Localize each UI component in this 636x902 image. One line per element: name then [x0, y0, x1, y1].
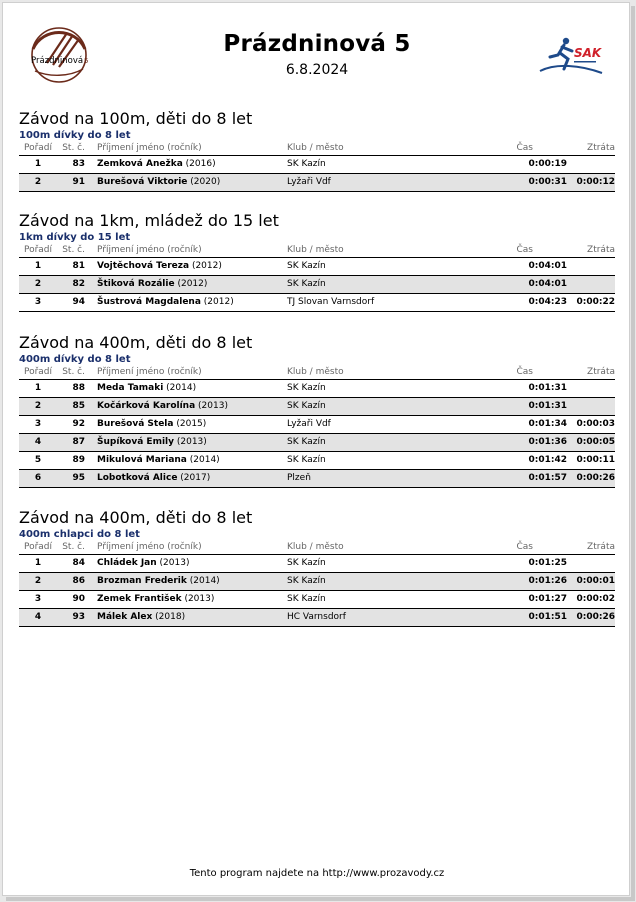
table-row: 5 89 Mikulová Mariana (2014) SK Kazín 0:01:42 0:00:11 [19, 452, 615, 470]
table-header: Pořadí St. č. Příjmení jméno (ročník) Klub / město Čas Ztráta [19, 366, 615, 380]
page-shadow-bottom [6, 897, 635, 901]
table-row: 2 82 Štiková Rozálie (2012) SK Kazín 0:04:01 [19, 276, 615, 294]
svg-text:Prázdninová: Prázdninová [31, 56, 84, 66]
table-row: 1 81 Vojtěchová Tereza (2012) SK Kazín 0:04:01 [19, 258, 615, 276]
table-header: Pořadí St. č. Příjmení jméno (ročník) Klub / město Čas Ztráta [19, 541, 615, 555]
page-shadow-right [631, 6, 635, 900]
section-title: Závod na 1km, mládež do 15 let [19, 211, 279, 230]
table-row: 3 92 Burešová Stela (2015) Lyžaři Vdf 0:01:34 0:00:03 [19, 416, 615, 434]
category-title: 400m dívky do 8 let [19, 354, 131, 365]
table-row: 6 95 Lobotková Alice (2017) Plzeň 0:01:57 0:00:26 [19, 470, 615, 488]
table-row: 1 84 Chládek Jan (2013) SK Kazín 0:01:25 [19, 555, 615, 573]
section-400m-girls [19, 333, 615, 488]
section-400m-boys [19, 508, 615, 627]
table-header [19, 142, 615, 156]
section-title: Závod na 400m, děti do 8 let [19, 508, 253, 527]
table-row: 3 90 Zemek František (2013) SK Kazín 0:01:27 0:00:02 [19, 591, 615, 609]
table-row: 1 88 Meda Tamaki (2014) SK Kazín 0:01:31 [19, 380, 615, 398]
category-title: 100m dívky do 8 let [19, 130, 131, 141]
section-1km-girls [19, 211, 615, 312]
table-row: 2 86 Brozman Frederik (2014) SK Kazín 0:01:26 0:00:01 [19, 573, 615, 591]
col-loss: Ztráta [587, 143, 615, 153]
category-title: 400m chlapci do 8 let [19, 529, 140, 540]
col-rank: Pořadí [23, 143, 53, 153]
col-club: Klub / město [287, 143, 344, 153]
col-time: Čas [516, 143, 533, 153]
page-title: Prázdninová 5 [223, 31, 411, 57]
event-date: 6.8.2024 [285, 62, 349, 78]
table-row: 2 91 Burešová Viktorie (2020) Lyžaři Vdf 0:00:31 0:00:12 [19, 174, 615, 192]
svg-text:5: 5 [84, 57, 89, 65]
col-bib: St. č. [62, 143, 85, 153]
svg-text:SAK: SAK [574, 46, 602, 60]
table-header: Pořadí St. č. Příjmení jméno (ročník) Klub / město Čas Ztráta [19, 244, 615, 258]
section-title: Závod na 400m, děti do 8 let [19, 333, 253, 352]
section-100m-girls [19, 109, 615, 192]
col-name: Příjmení jméno (ročník) [97, 143, 202, 153]
table-row: 3 94 Šustrová Magdalena (2012) TJ Slovan Varnsdorf 0:04:23 0:00:22 [19, 294, 615, 312]
table-row: 2 85 Kočárková Karolína (2013) SK Kazín 0:01:31 [19, 398, 615, 416]
category-title: 1km dívky do 15 let [19, 232, 131, 243]
footer-text: Tento program najdete na http://www.prozavody.cz [189, 868, 445, 879]
table-row: 4 87 Šupíková Emily (2013) SK Kazín 0:01:36 0:00:05 [19, 434, 615, 452]
table-row: 1 83 Zemková Anežka (2016) SK Kazín 0:00:19 [19, 156, 615, 174]
sak-logo [536, 35, 606, 79]
section-title: Závod na 100m, děti do 8 let [19, 109, 253, 128]
table-row: 4 93 Málek Alex (2018) HC Varnsdorf 0:01:51 0:00:26 [19, 609, 615, 627]
document-page [2, 2, 630, 896]
